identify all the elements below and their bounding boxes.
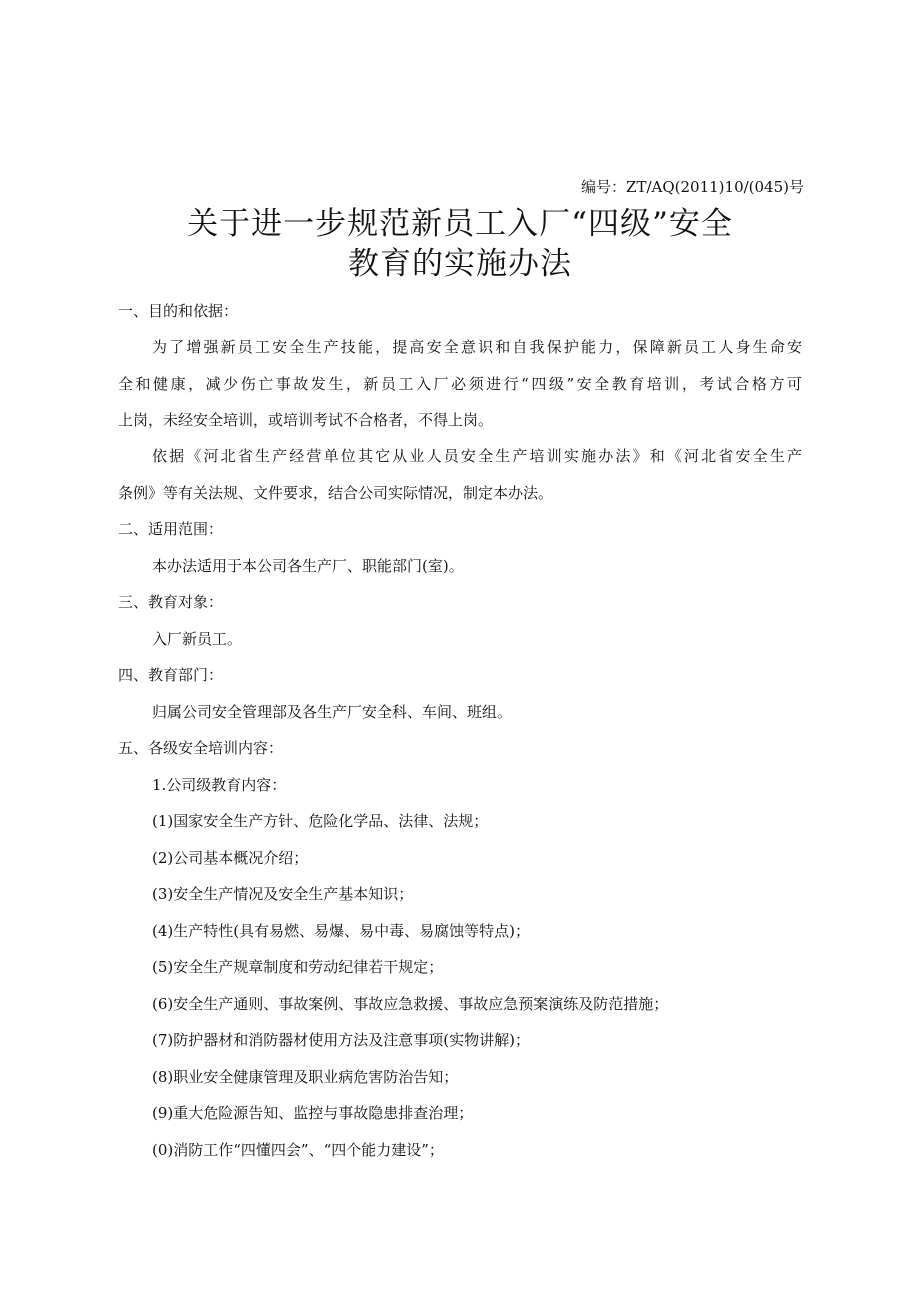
section-1-paragraph-2-line-1: 依据《河北省生产经营单位其它从业人员安全生产培训实施办法》和《河北省安全生产 [152,447,802,465]
section-2-text: 本办法适用于本公司各生产厂、职能部门(室)。 [152,557,464,575]
list-item: (0)消防工作“四懂四会”、“四个能力建设”； [152,1141,444,1159]
list-item: (5)安全生产规章制度和劳动纪律若干规定； [152,958,444,976]
section-1-paragraph-2-line-2: 条例》等有关法规、文件要求，结合公司实际情况，制定本办法。 [118,484,554,502]
list-item: (4)生产特性(具有易燃、易爆、易中毒、易腐蚀等特点)； [152,922,530,940]
list-item: (7)防护器材和消防器材使用方法及注意事项(实物讲解)； [152,1031,530,1049]
list-item: (1)国家安全生产方针、危险化学品、法律、法规； [152,812,489,830]
section-1-paragraph-1-line-1: 为了增强新员工安全生产技能，提高安全意识和自我保护能力，保障新员工人身生命安 [152,338,802,356]
section-1-paragraph-1-line-2: 全和健康，减少伤亡事故发生，新员工入厂必须进行“四级”安全教育培训，考试合格方可 [118,375,802,393]
document-title-line-2: 教育的实施办法 [348,246,572,282]
section-3-text: 入厂新员工。 [152,630,243,648]
section-1-paragraph-1-line-3: 上岗，未经安全培训，或培训考试不合格者，不得上岗。 [118,411,494,429]
document-title-line-1: 关于进一步规范新员工入厂“四级”安全 [187,206,733,242]
section-1-heading: 一、目的和依据： [118,302,239,320]
list-item: (3)安全生产情况及安全生产基本知识； [152,885,414,903]
section-5-heading: 五、各级安全培训内容： [118,739,284,757]
document-number: 编号：ZT/AQ(2011)10/(045)号 [581,178,804,196]
section-4-text: 归属公司安全管理部及各生产厂安全科、车间、班组。 [152,703,513,721]
list-item: (6)安全生产通则、事故案例、事故应急救援、事故应急预案演练及防范措施； [152,995,669,1013]
section-4-heading: 四、教育部门： [118,666,224,684]
list-item: (8)职业安全健康管理及职业病危害防治告知； [152,1068,459,1086]
section-5-subheading: 1.公司级教育内容： [152,776,287,794]
list-item: (2)公司基本概况介绍； [152,849,309,867]
section-2-heading: 二、适用范围： [118,520,224,538]
list-item: (9)重大危险源告知、监控与事故隐患排查治理； [152,1104,474,1122]
section-3-heading: 三、教育对象： [118,593,224,611]
